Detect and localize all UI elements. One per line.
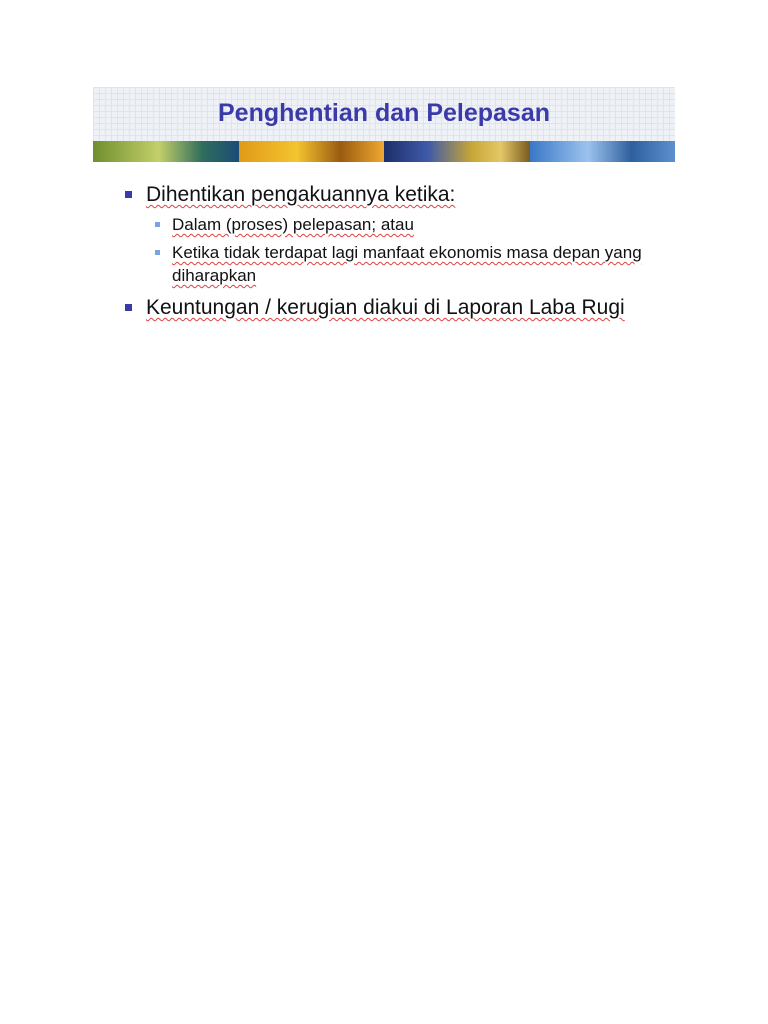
bullet-item xyxy=(93,293,675,323)
square-bullet-icon xyxy=(125,191,132,198)
bullet-text: Dihentikan pengakuannya ketika: xyxy=(146,183,456,206)
sub-bullet-text: Dalam (proses) pelepasan; atau xyxy=(172,215,414,234)
slide xyxy=(93,87,675,357)
header-image-segment xyxy=(530,141,676,162)
sub-bullet-item xyxy=(93,241,675,287)
square-bullet-icon xyxy=(155,250,160,255)
sub-bullet-text: Ketika tidak terdapat lagi manfaat ekonomis masa depan yang diharapkan xyxy=(172,243,642,285)
title-band xyxy=(93,87,675,141)
header-image-segment xyxy=(384,141,530,162)
bullet-text: Keuntungan / kerugian diakui di Laporan Laba Rugi xyxy=(146,296,625,319)
sub-bullet-item xyxy=(93,213,675,236)
bullet-list xyxy=(93,180,675,323)
header-image-strip xyxy=(93,141,675,162)
slide-title: Penghentian dan Pelepasan xyxy=(217,99,551,127)
square-bullet-icon xyxy=(155,222,160,227)
bullet-item xyxy=(93,180,675,210)
header-image-segment xyxy=(239,141,385,162)
header-image-segment xyxy=(93,141,239,162)
square-bullet-icon xyxy=(125,304,132,311)
